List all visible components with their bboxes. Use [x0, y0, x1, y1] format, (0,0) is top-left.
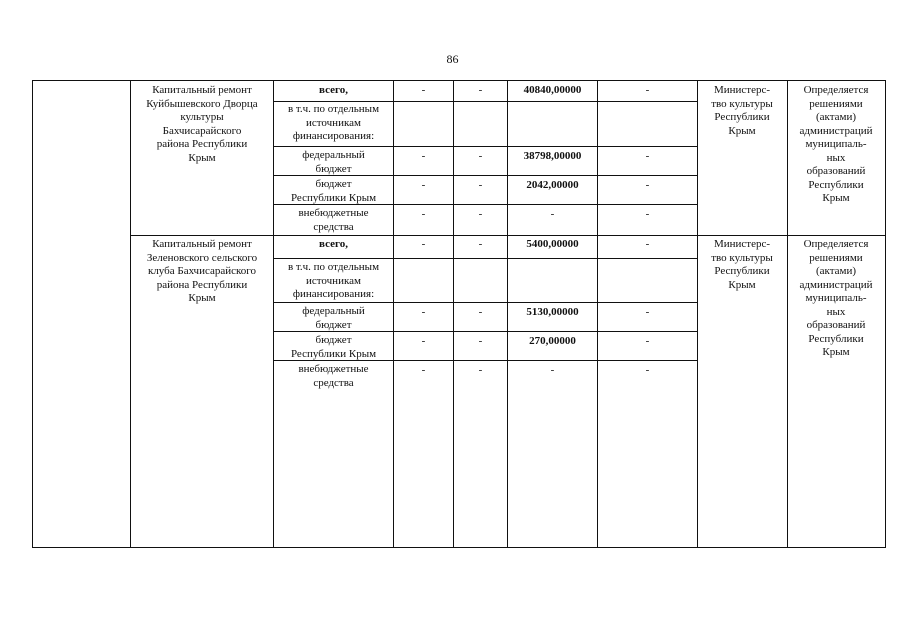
- column-divider: [697, 80, 698, 548]
- value-cell: -: [645, 150, 650, 162]
- value-cell: -: [421, 84, 426, 96]
- value-cell: -: [478, 150, 483, 162]
- value-cell: -: [478, 306, 483, 318]
- source-label: всего,: [319, 84, 348, 96]
- table-border-left: [32, 80, 33, 548]
- subrow-divider: [273, 146, 697, 147]
- total-value: 5130,00000: [526, 306, 579, 318]
- value-cell: -: [478, 179, 483, 191]
- value-cell: -: [478, 364, 483, 376]
- value-cell: -: [421, 306, 426, 318]
- source-label: федеральный бюджет: [302, 305, 365, 331]
- total-value: 38798,00000: [523, 150, 582, 162]
- source-label: бюджет Республики Крым: [290, 334, 377, 360]
- subrow-divider: [273, 258, 697, 259]
- value-cell: -: [421, 238, 426, 250]
- value-cell: -: [421, 335, 426, 347]
- subrow-divider: [273, 302, 697, 303]
- value-cell: -: [645, 335, 650, 347]
- subrow-divider: [273, 101, 697, 102]
- source-label: всего,: [319, 238, 348, 250]
- object-name: Капитальный ремонт Зеленовского сельского клуба Бахчисарайского района Республики Крым: [146, 238, 258, 304]
- value-cell: -: [421, 364, 426, 376]
- source-label: в т.ч. по отдельным источникам финансирования:: [287, 103, 380, 142]
- total-value: 5400,00000: [526, 238, 579, 250]
- value-cell: -: [645, 306, 650, 318]
- total-value: 270,00000: [529, 335, 576, 347]
- source-label: бюджет Республики Крым: [290, 178, 377, 204]
- value-cell: -: [421, 208, 426, 220]
- table-border-right: [885, 80, 886, 548]
- executor: Министерс- тво культуры Республики Крым: [711, 238, 773, 291]
- value-cell: -: [478, 335, 483, 347]
- source-label: федеральный бюджет: [302, 149, 365, 175]
- total-value: -: [550, 364, 555, 376]
- value-cell: -: [421, 150, 426, 162]
- value-cell: -: [645, 179, 650, 191]
- total-value: -: [550, 208, 555, 220]
- value-cell: -: [478, 208, 483, 220]
- value-cell: -: [645, 84, 650, 96]
- table-border-bottom: [32, 547, 886, 548]
- page-number: 86: [446, 52, 459, 66]
- value-cell: -: [478, 84, 483, 96]
- object-name: Капитальный ремонт Куйбышевского Дворца культуры Бахчисарайского района Республики Крым: [146, 84, 258, 164]
- total-value: 40840,00000: [523, 84, 582, 96]
- executor: Министерс- тво культуры Республики Крым: [711, 84, 773, 137]
- total-value: 2042,00000: [526, 179, 579, 191]
- funding-note: Определяется решениями (актами) администраций муниципаль- ных образований Республики Крым: [799, 84, 873, 204]
- value-cell: -: [478, 238, 483, 250]
- value-cell: -: [645, 208, 650, 220]
- value-cell: -: [645, 364, 650, 376]
- row-divider: [130, 235, 886, 236]
- value-cell: -: [645, 238, 650, 250]
- source-label: внебюджетные средства: [298, 363, 369, 389]
- value-cell: -: [421, 179, 426, 191]
- source-label: внебюджетные средства: [298, 207, 369, 233]
- source-label: в т.ч. по отдельным источникам финансирования:: [287, 261, 380, 300]
- table-border-top: [32, 80, 886, 81]
- funding-note: Определяется решениями (актами) администраций муниципаль- ных образований Республики Крым: [799, 238, 873, 358]
